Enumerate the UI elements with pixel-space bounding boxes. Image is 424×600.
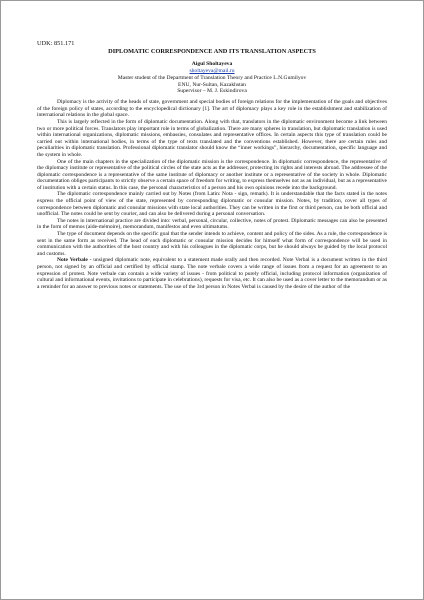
paragraph-5: The notes in international practice are divided into: verbal, personal, circular, collective, notes of protest. Diplomatic messages can also be presented in the form of memos (aide-mémoire), memorandum, manifestos and even ultimatums. [37, 217, 387, 231]
author-supervisor: Supervisor – M. J. Eskindirova [177, 88, 247, 95]
paragraph-4: The diplomatic correspondence mainly carried out by Notes (from Latin: Nota - sign, remark). It is understandable that the facts stated in the notes express the official point of view of the state, represented by corresponding diplomatic or consular mission. Notes, by tradition, cover all types of correspondence between diplomatic and consular missions with state local authorities. They can be written in the first or third person, can be both official and unofficial. The notes could be sent by courier, and can also be delivered during a personal conversation. [37, 191, 387, 218]
author-block [37, 61, 387, 95]
udk-code: UDK: 851.171 [37, 40, 75, 47]
author-position: Master student of the Department of Translation Theory and Practice L.N.Gumilyov [117, 74, 307, 81]
article-title: DIPLOMATIC CORRESPONDENCE AND ITS TRANSLATION ASPECTS [108, 47, 316, 55]
paragraph-7-text: - unsigned diplomatic note, equivalent to a statement made orally and then recorded. Note Verbal is a document written in the third person, not signed by an official and certified by official stamp. The note verbale covers a wide range of issues from a request for an agreement to an expression of protest. Note verbale can contain a wide variety of issues - from political to purely official, including protocol information (organization of cultural and informational events, invitations to participate in celebrations), requests for visa, etc. It can also be used as a cover letter to the memorandum or as a reminder for an answer to previous notes or statements. The use of the 3rd person in Notes Verbal is caused by the desire of the author of the [37, 257, 387, 290]
note-verbale-term: Note Verbale [57, 257, 88, 264]
author-name: Aigul Sholtayeva [191, 61, 233, 68]
paragraph-7 [37, 257, 387, 290]
author-email-link[interactable]: sholtayeva@mail.ru [189, 67, 235, 74]
paragraph-2: This is largely reflected in the form of diplomatic documentation. Along with that, translators in the diplomatic environment become a link between two or more political forces. Translators play important role in terms of globalization. There are many spheres in translation, but diplomatic translation is used within international organizations, diplomatic missions, embassies, consulates and representative offices. In certain aspects this type of translation could be carried out within international bodies, in terms of the type of texts translated and the conventions established. However, there are certain rules and peculiarities in diplomatic translation. Professional diplomatic translator should know the “inner workings”, hierarchy, documentation, specific language and the system in whole. [37, 118, 387, 158]
paragraph-3: One of the main chapters in the specialization of the diplomatic mission is the correspondence. In diplomatic correspondence, the representative of the diplomacy institute or representative of the political circles of the state acts as the addresser, protecting its rights and interests abroad. The addressee of the diplomatic correspondence is a representative of the same institute of diplomacy or another institute or a representative of the society in whole. Diplomatic documentation obliges participants to strictly observe a certain space of freedom for writing, to express themselves not as an individual, but as a representative of institution with a certain status. In this case, the personal characteristics of a person and his own opinions recede into the background. [37, 158, 387, 191]
article-content [37, 41, 387, 290]
paragraph-1: Diplomacy is the activity of the heads of state, government and special bodies of foreign relations for the implementation of the goals and objectives of the foreign policy of states, according to the encyclopedical dictionary [1]. The art of diplomacy plays a key role in the establishment and stabilization of international relations in the global space. [37, 99, 387, 119]
paragraph-6: The type of document depends on the specific goal that the sender intends to achieve, content and policy of the sides. As a rule, the correspondence is sent in the same form as received. The head of each diplomatic or consular mission decides for himself what form of correspondence will be used in communication with the authorities of the host country and with his colleagues in the diplomatic corps, but he should always be guided by the local protocol and customs. [37, 231, 387, 257]
author-institution: ENU, Nur-Sultan, Kazakhstan [178, 81, 246, 88]
